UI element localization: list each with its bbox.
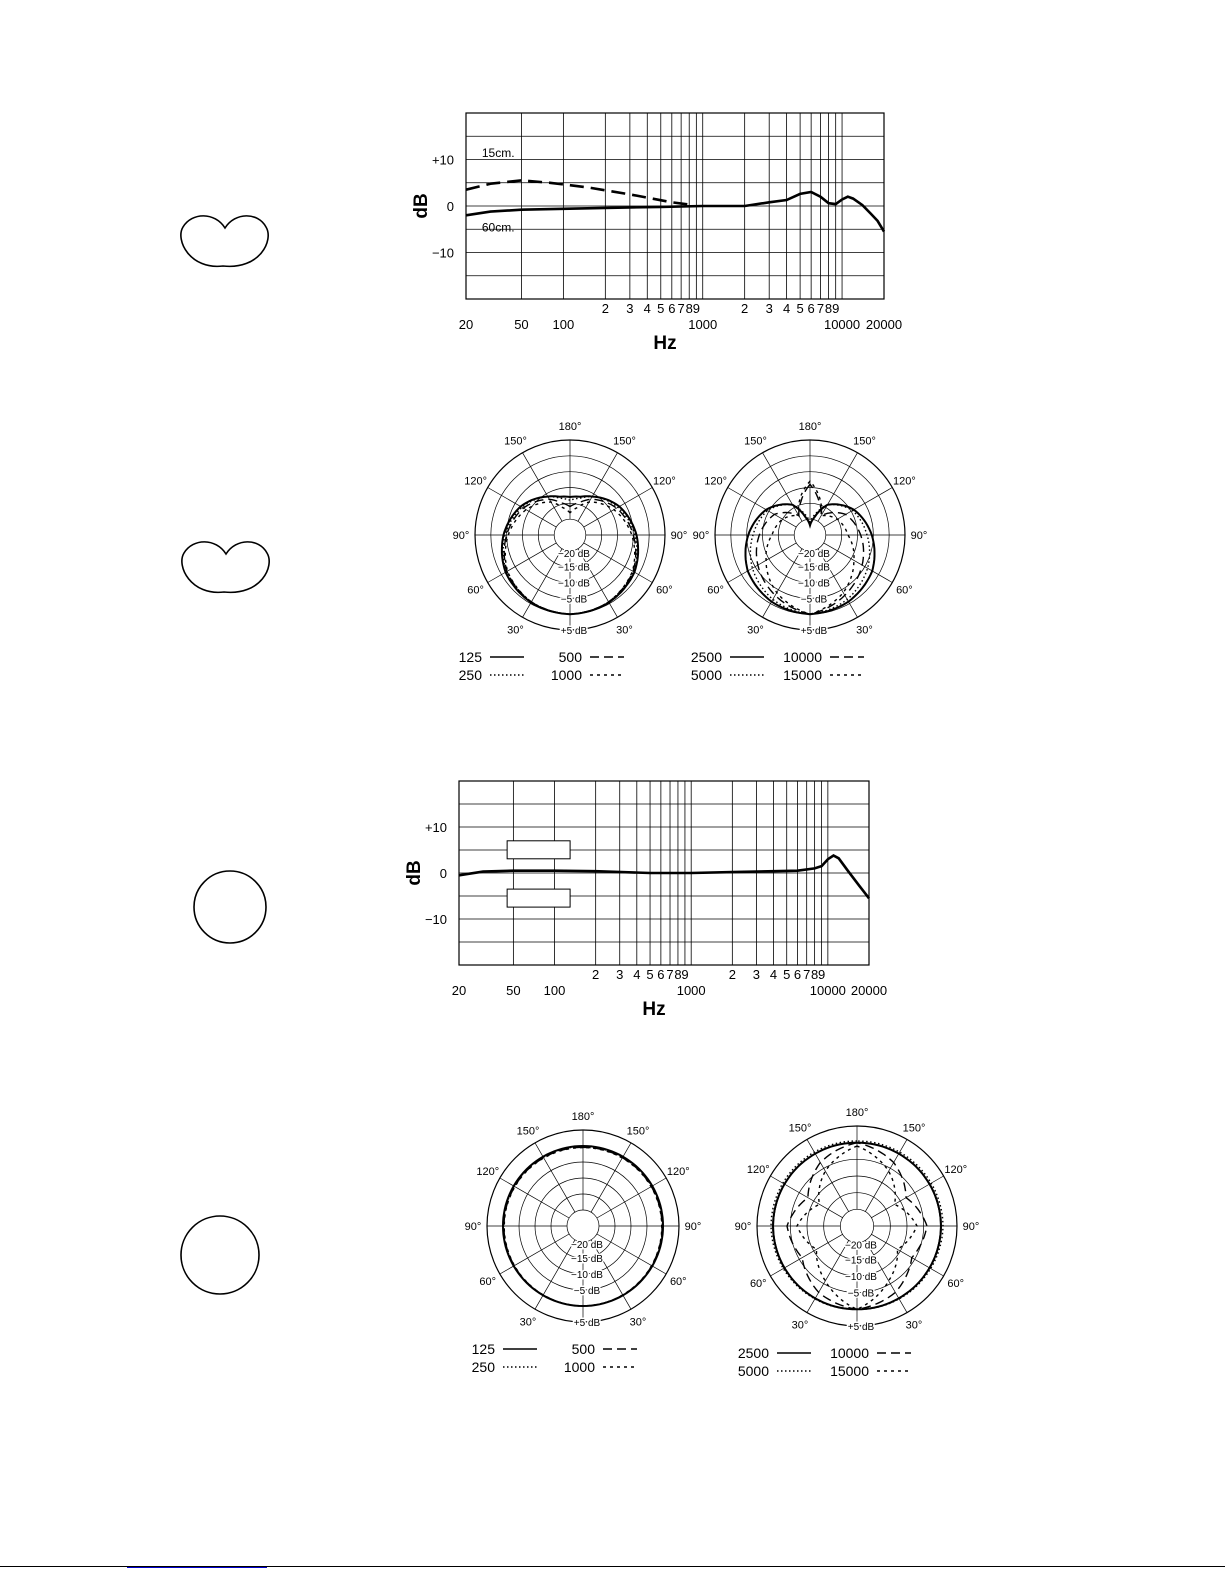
- ring-label: −15 dB: [845, 1255, 877, 1267]
- angle-label: 180°: [798, 421, 822, 433]
- x-tick-label: 5: [657, 301, 665, 316]
- ring-label: +5 dB: [573, 1318, 601, 1329]
- angle-label: 30°: [519, 1316, 537, 1329]
- x-tick-label: 3: [765, 301, 773, 316]
- omnidirectional-pattern-icon: [181, 1216, 259, 1294]
- annotation-label: 60cm.: [481, 220, 515, 235]
- legend-box: [507, 889, 570, 907]
- angle-label: 60°: [707, 584, 724, 597]
- x-tick-label: 7: [666, 967, 674, 982]
- angle-label: 120°: [746, 1164, 770, 1176]
- x-tick-label: 5: [646, 967, 654, 982]
- x-tick-label: 8: [674, 967, 682, 982]
- legend-label: 5000: [737, 1363, 769, 1379]
- ring-label: −15 dB: [798, 562, 830, 574]
- x-tick-label: 20000: [865, 317, 903, 332]
- legend-label: 250: [458, 667, 482, 683]
- angle-label: 60°: [479, 1276, 497, 1288]
- ring-label: −10 dB: [798, 578, 830, 590]
- angle-label: 180°: [571, 1111, 595, 1123]
- angle-label: 30°: [507, 624, 524, 637]
- x-tick-label: 9: [817, 967, 826, 982]
- legend-label: 250: [471, 1359, 495, 1375]
- ring-label: −20 dB: [558, 548, 590, 560]
- legend-label: 1000: [563, 1359, 595, 1375]
- polar-ring: [554, 519, 586, 551]
- x-tick-label: 6: [668, 301, 676, 316]
- ring-label: −5 dB: [847, 1288, 875, 1300]
- x-tick-label: 4: [782, 301, 791, 316]
- y-tick-label: +10: [424, 820, 447, 835]
- legend-label: 500: [558, 649, 582, 665]
- x-tick-label: 3: [752, 967, 761, 982]
- angle-label: 150°: [504, 435, 527, 448]
- angle-label: 90°: [670, 530, 688, 542]
- angle-label: 30°: [747, 624, 764, 637]
- y-axis-label: dB: [404, 860, 425, 886]
- legend-label: 125: [458, 649, 482, 665]
- y-tick-label: −10: [424, 912, 447, 927]
- polar-chart-omni-high: [735, 1107, 980, 1379]
- ring-label: −20 dB: [798, 548, 830, 560]
- x-tick-label: 4: [769, 967, 778, 982]
- x-tick-label: 6: [657, 967, 665, 982]
- x-tick-label: 7: [816, 301, 825, 316]
- angle-label: 120°: [666, 1166, 690, 1178]
- x-axis-label: Hz: [642, 999, 666, 1020]
- x-tick-label: 8: [824, 301, 833, 316]
- legend-label: 15000: [830, 1363, 869, 1379]
- x-tick-label: 8: [810, 967, 819, 982]
- angle-label: 90°: [734, 1221, 752, 1233]
- polar-ring: [567, 1210, 599, 1242]
- footer-link-underline[interactable]: [127, 1567, 267, 1568]
- angle-label: 60°: [656, 584, 673, 597]
- x-tick-label: 5: [783, 967, 791, 982]
- angle-label: 120°: [893, 475, 916, 488]
- x-tick-label: 3: [616, 967, 624, 982]
- frequency-response-chart-cardioid: [411, 113, 902, 354]
- legend-box: [507, 841, 570, 859]
- x-tick-label: 9: [832, 301, 840, 316]
- x-tick-label: 3: [626, 301, 634, 316]
- angle-label: 120°: [476, 1166, 500, 1178]
- omni-polar-block: [170, 1107, 980, 1380]
- angle-label: 120°: [464, 475, 487, 488]
- ring-label: +5 dB: [560, 626, 588, 637]
- angle-label: 150°: [744, 435, 767, 448]
- ring-label: −10 dB: [845, 1272, 877, 1283]
- ring-label: −15 dB: [571, 1254, 603, 1265]
- x-tick-label: 9: [692, 301, 700, 316]
- legend-label: 125: [471, 1341, 495, 1357]
- angle-label: 60°: [669, 1276, 687, 1288]
- angle-label: 90°: [452, 530, 470, 542]
- angle-label: 60°: [749, 1278, 767, 1290]
- x-tick-label: 10000: [823, 317, 861, 332]
- angle-label: 150°: [788, 1122, 812, 1135]
- frequency-response-chart-omni: [404, 781, 887, 1020]
- angle-label: 120°: [653, 475, 676, 488]
- angle-label: 150°: [853, 435, 876, 448]
- y-tick-label: +10: [431, 152, 454, 168]
- angle-label: 150°: [516, 1125, 540, 1138]
- x-tick-label: 4: [633, 967, 641, 982]
- angle-label: 90°: [464, 1221, 482, 1233]
- omnidirectional-pattern-icon: [194, 871, 266, 943]
- legend-label: 1000: [550, 667, 582, 683]
- x-tick-label: 2: [741, 301, 749, 316]
- angle-label: 90°: [910, 530, 928, 542]
- y-tick-label: 0: [446, 199, 454, 214]
- polar-chart-cardioid-low: [453, 421, 688, 683]
- x-tick-label: 5: [796, 301, 804, 316]
- y-tick-label: 0: [439, 866, 447, 881]
- polar-ring: [840, 1209, 873, 1242]
- x-tick-label: 100: [543, 983, 566, 998]
- ring-label: −5 dB: [800, 594, 828, 606]
- x-tick-label: 7: [677, 301, 685, 316]
- ring-label: −20 dB: [845, 1240, 877, 1252]
- cardioid-polar-block: [170, 421, 930, 685]
- legend-label: 2500: [737, 1345, 769, 1361]
- polar-chart-cardioid-high: [691, 421, 927, 683]
- x-tick-label: 50: [506, 983, 521, 998]
- angle-label: 180°: [558, 421, 582, 433]
- angle-label: 90°: [692, 530, 710, 542]
- cardioid-pattern-icon: [181, 216, 268, 266]
- legend-label: 5000: [690, 667, 722, 683]
- ring-label: −15 dB: [558, 562, 590, 574]
- x-tick-label: 6: [807, 301, 815, 316]
- angle-label: 150°: [902, 1122, 926, 1135]
- y-tick-label: −10: [431, 245, 454, 261]
- angle-label: 150°: [626, 1125, 650, 1138]
- angle-label: 60°: [896, 584, 913, 597]
- angle-label: 120°: [944, 1164, 968, 1176]
- x-tick-label: 2: [728, 967, 736, 982]
- angle-label: 30°: [905, 1319, 923, 1332]
- legend-label: 10000: [830, 1345, 869, 1361]
- angle-label: 150°: [613, 435, 636, 448]
- angle-label: 30°: [791, 1319, 809, 1332]
- x-tick-label: 6: [793, 967, 802, 982]
- omni-frequency-block: [170, 768, 930, 1028]
- cardioid-frequency-block: [170, 100, 930, 360]
- series-line: [466, 192, 884, 232]
- x-tick-label: 50: [514, 317, 529, 332]
- x-tick-label: 9: [681, 967, 689, 982]
- angle-label: 30°: [616, 624, 633, 637]
- y-axis-label: dB: [411, 193, 432, 219]
- cardioid-pattern-icon: [182, 542, 269, 592]
- ring-label: +5 dB: [800, 626, 828, 637]
- x-axis-label: Hz: [653, 333, 677, 354]
- x-tick-label: 7: [803, 967, 811, 982]
- legend-label: 500: [571, 1341, 595, 1357]
- legend-label: 10000: [783, 649, 822, 665]
- annotation-label: 15cm.: [481, 146, 515, 161]
- x-tick-label: 20000: [850, 983, 888, 998]
- angle-label: 30°: [629, 1316, 647, 1329]
- ring-label: −10 dB: [571, 1270, 603, 1281]
- x-tick-label: 1000: [676, 983, 706, 998]
- x-tick-label: 100: [552, 317, 575, 332]
- x-tick-label: 2: [592, 967, 600, 982]
- ring-label: +5 dB: [847, 1322, 875, 1333]
- x-tick-label: 2: [601, 301, 609, 316]
- angle-label: 30°: [856, 624, 873, 637]
- x-tick-label: 1000: [688, 317, 718, 332]
- ring-label: −5 dB: [573, 1286, 601, 1297]
- x-tick-label: 10000: [809, 983, 846, 998]
- polar-chart-omni-low: [465, 1111, 702, 1375]
- angle-label: 90°: [684, 1221, 702, 1233]
- series-line: [466, 180, 689, 204]
- angle-label: 180°: [845, 1107, 869, 1119]
- ring-label: −10 dB: [558, 578, 590, 590]
- x-tick-label: 8: [685, 301, 693, 316]
- legend-label: 15000: [783, 667, 822, 683]
- x-tick-label: 20: [458, 317, 474, 332]
- angle-label: 60°: [467, 584, 484, 597]
- ring-label: −5 dB: [560, 594, 588, 606]
- ring-label: −20 dB: [571, 1240, 603, 1251]
- angle-label: 120°: [704, 475, 727, 488]
- legend-label: 2500: [690, 649, 722, 665]
- x-tick-label: 4: [643, 301, 651, 316]
- angle-label: 90°: [962, 1221, 980, 1233]
- x-tick-label: 20: [451, 983, 467, 998]
- angle-label: 60°: [947, 1278, 965, 1290]
